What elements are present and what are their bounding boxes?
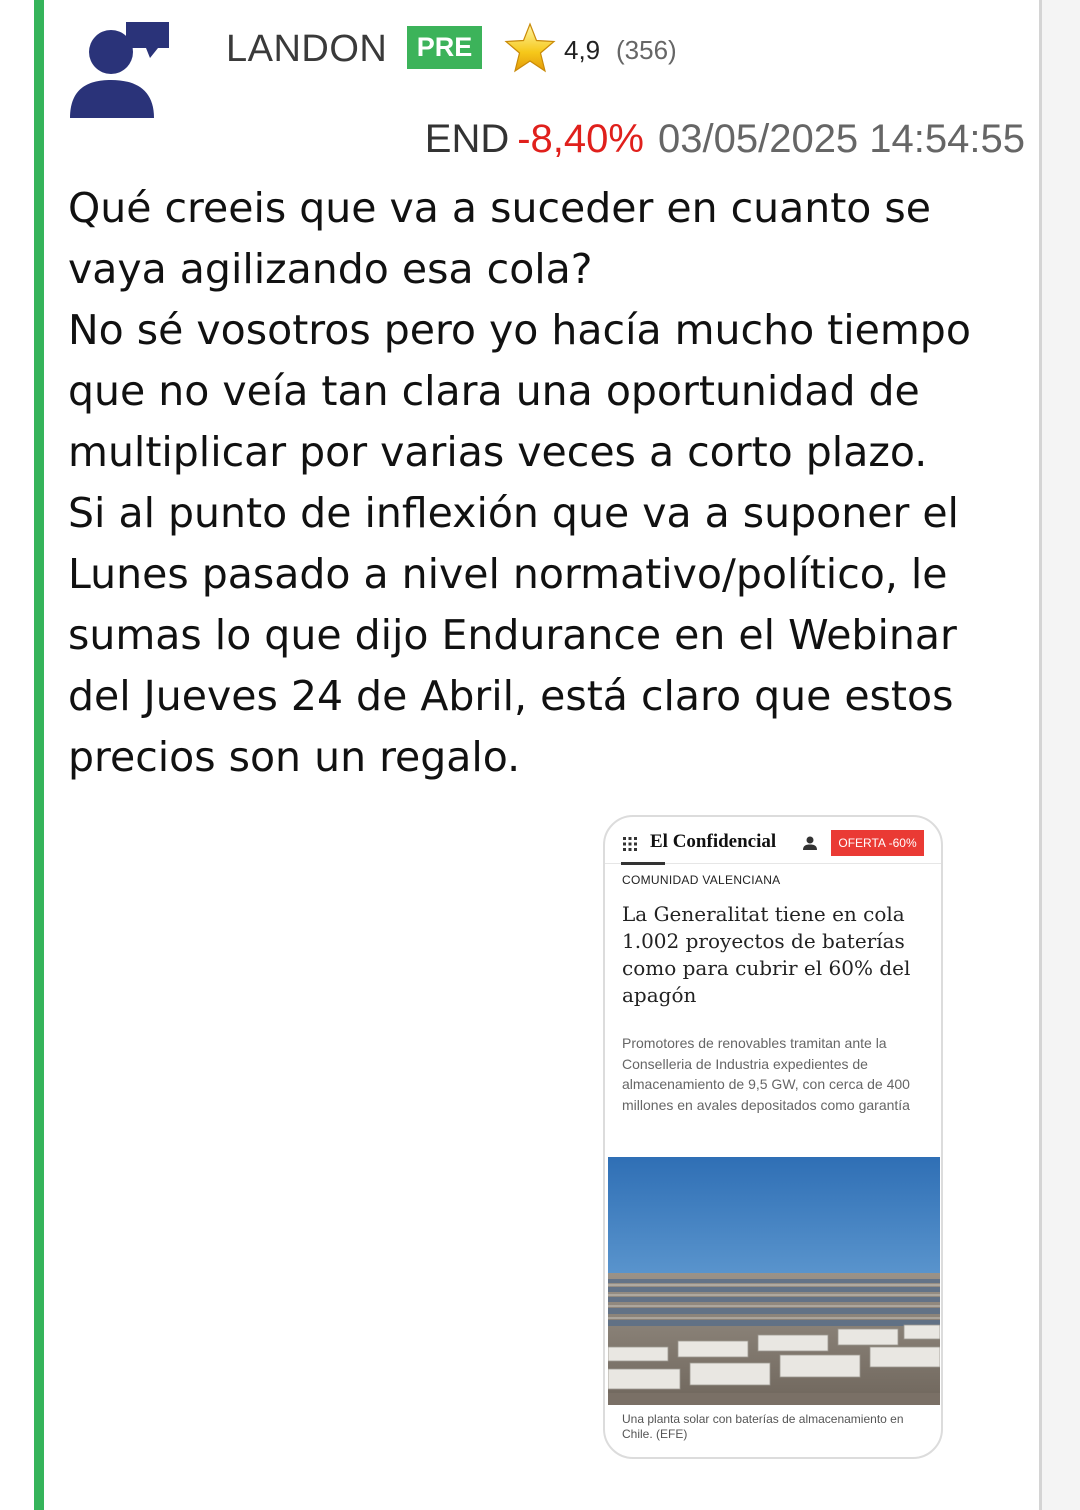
post-meta [425,114,1025,164]
star-icon [503,22,557,74]
post-body-line: No sé vosotros pero yo hacía mucho tiempo [68,306,971,354]
right-gutter [1042,0,1080,1510]
price-change: -8,40% [517,117,644,161]
article-photo [608,1157,940,1405]
post-body-line: Lunes pasado a nivel normativo/político, le [68,550,948,598]
post-body-line: precios son un regalo. [68,733,521,781]
post-body-line: sumas lo que dijo Endurance en el Webinar [68,611,957,659]
post-body-line: vaya agilizando esa cola? [68,245,593,293]
post-body-line: Si al punto de inflexión que va a suponer el [68,489,959,537]
header-divider-accent [621,862,665,865]
post-body-line: que no veía tan clara una oportunidad de [68,367,920,415]
post-body-line: multiplicar por varias veces a corto plazo. [68,428,928,476]
article-headline: La Generalitat tiene en cola 1.002 proyectos de baterías como para cubrir el 60% del apagón [622,902,911,1007]
post-body-line: Qué creeis que va a suceder en cuanto se [68,184,932,232]
offer-badge: OFERTA -60% [831,830,924,856]
rating-count: (356) [616,35,677,65]
article-section: COMUNIDAD VALENCIANA [622,873,781,887]
article-subhead: Promotores de renovables tramitan ante la Conselleria de Industria expedientes de almacenamiento de 9,5 GW, con cerca de 400 millones en avales depositados como garantía [622,1035,910,1113]
post-datetime: 03/05/2025 14:54:55 [657,117,1025,161]
user-icon [802,835,818,851]
article-screenshot[interactable] [603,815,943,1459]
rating-value: 4,9 [564,35,601,65]
article-header [605,817,941,867]
photo-caption: Una planta solar con baterías de almacenamiento en Chile. (EFE) [622,1412,904,1441]
premium-badge: PRE [407,26,482,69]
post-accent-bar [34,0,44,1510]
ticker-symbol[interactable]: END [424,117,510,161]
user-chat-avatar-icon[interactable] [66,18,176,122]
article-brand: El Confidencial [650,831,777,852]
post-body-line: del Jueves 24 de Abril, está claro que estos [68,672,954,720]
grid-menu-icon [623,837,637,851]
post-body [68,178,1033,788]
username[interactable]: LANDON [226,28,388,70]
